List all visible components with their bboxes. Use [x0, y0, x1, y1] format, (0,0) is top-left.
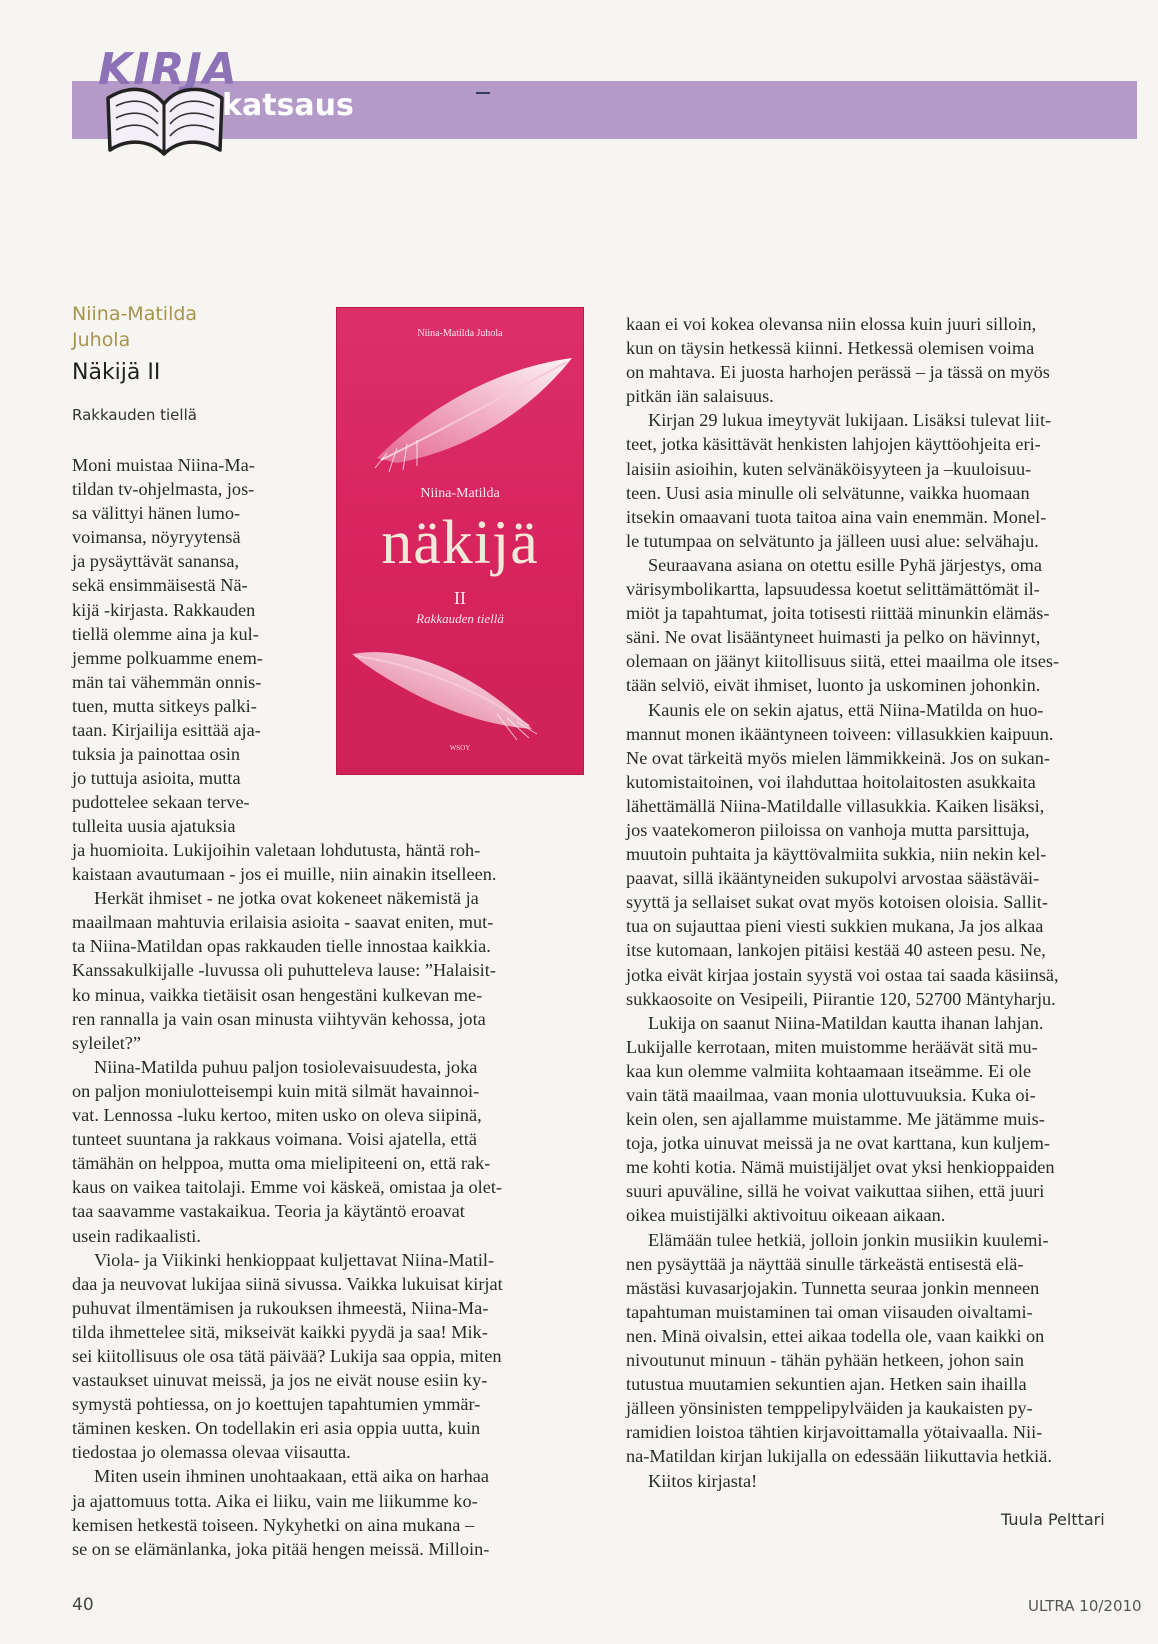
- text-line: Ne ovat tärkeitä myös mielen lämmikkeinä. Jos on sukan-: [626, 747, 1050, 768]
- column-1-wrap: [72, 453, 302, 839]
- text-line: ko minua, vaikka tietäisit osan hengestäni kulkevan me-: [72, 984, 483, 1005]
- text-line: nivoutunut minuun - tähän pyhään hetkeen, johon sain: [626, 1350, 1025, 1371]
- text-line: tiellä olemme aina ja kul-: [72, 623, 259, 644]
- text-line: ramidien loistoa tähtien kirjavoittamalla yötaivaalla. Nii-: [626, 1422, 1043, 1443]
- text-line: Elämään tulee hetkiä, jolloin jonkin musiikin kuulemi-: [648, 1229, 1049, 1250]
- text-line: itse kutomaan, lankojen pitäisi kestää 40 asteen pesu. Ne,: [626, 940, 1046, 961]
- feather-top-image: [367, 348, 577, 478]
- text-line: mannut monen ikääntyneen toiveen: villasukkien kaipuun.: [626, 723, 1054, 744]
- book-title: Näkijä II: [72, 360, 161, 385]
- text-line: vastaukset uinuvat meissä, ja jos ne eivät nouse esiin ky-: [72, 1370, 488, 1391]
- review-author-line2: Juhola: [72, 329, 131, 351]
- text-line: nen pysäyttää ja näyttää sinulle tärkeästä entisestä elä-: [626, 1253, 1024, 1274]
- print-mark: [476, 92, 490, 94]
- text-line: taa saavamme vastakaikua. Teoria ja käytäntö eroavat: [72, 1201, 465, 1222]
- text-line: me kohti kotia. Nämä muistijäljet ovat yksi henkioppaiden: [626, 1157, 1055, 1178]
- column-2-body: [626, 312, 1138, 1493]
- text-line: le tutumpaa on selvätunto ja jälleen uusi alue: selvähaju.: [626, 530, 1039, 551]
- text-line: Herkät ihmiset - ne jotka ovat kokeneet näkemistä ja: [94, 888, 479, 909]
- text-line: tämähän on helppoa, mutta oma mielipiteeni on, että rak-: [72, 1153, 491, 1174]
- text-line: tuksia ja painottaa osin: [72, 744, 241, 765]
- review-author: [72, 301, 262, 353]
- cover-volume: II: [454, 588, 466, 608]
- text-line: jemme polkuamme enem-: [72, 647, 263, 668]
- cover-publisher: WSOY: [449, 744, 471, 752]
- text-line: jos vaatekomeron piiloissa on vanhoja mutta parsittuja,: [626, 819, 1030, 840]
- review-author-line1: Niina-Matilda: [72, 303, 198, 325]
- text-line: värisymbolikartta, lapsuudessa koetut selittämättömät il-: [626, 579, 1040, 600]
- text-line: symystä pohtiessa, on jo koettujen tapahtumien ymmär-: [72, 1394, 481, 1415]
- text-line: Moni muistaa Niina-Ma-: [72, 455, 255, 475]
- cover-author-top: Niina-Matilda Juhola: [417, 328, 503, 339]
- text-line: tulleita uusia ajatuksia: [72, 816, 236, 837]
- text-line: Kirjan 29 lukua imeytyvät lukijaan. Lisäksi tulevat liit-: [648, 410, 1052, 431]
- text-line: tään selviö, eivät ihmiset, luonto ja uskominen johonkin.: [626, 675, 1041, 696]
- text-line: toja, jotka uinuvat meissä ja ne ovat karttana, kun kuljem-: [626, 1133, 1050, 1154]
- text-line: kaus on vaikea taitolaji. Emme voi käskeä, omistaa ja olet-: [72, 1177, 502, 1198]
- text-line: pudottelee sekaan terve-: [72, 792, 250, 813]
- section-subtitle-katsaus: katsaus: [222, 88, 354, 123]
- text-line: vain tätä maailmaa, vaan monia ulottuvuuksia. Kuka oi-: [626, 1085, 1036, 1105]
- text-line: ja ajattomuus totta. Aika ei liiku, vain me liikumme ko-: [72, 1490, 478, 1511]
- book-subtitle: Rakkauden tiellä: [72, 406, 197, 424]
- text-line: tildan tv-ohjelmasta, jos-: [72, 479, 255, 500]
- page-number: 40: [72, 1595, 94, 1615]
- text-line: laisiin asioihin, kuten selvänäköisyyteen ja –kuuloisuu-: [626, 458, 1032, 479]
- text-line: kein olen, sen ajallamme muistamme. Me jätämme muis-: [626, 1109, 1045, 1130]
- text-line: Kiitos kirjasta!: [648, 1470, 758, 1491]
- text-line: daa ja neuvovat lukijaa siinä sivussa. Vaikka lukuisat kirjat: [72, 1273, 503, 1294]
- text-line: mästäsi kuvasarjojakin. Tunnetta seuraa jonkin menneen: [626, 1277, 1040, 1298]
- text-line: tutustua muutamien sekuntien ajan. Hetken sain ihailla: [626, 1374, 1027, 1395]
- text-line: kutomistaitoinen, voi ilahduttaa hoitolaitosten asukkaita: [626, 771, 1036, 792]
- text-line: ja pysäyttävät sanansa,: [72, 551, 240, 572]
- text-line: oikea muistijälki aktivoituu oikeaan aikaan.: [626, 1205, 946, 1226]
- text-line: Lukijalle kerrotaan, miten muistomme heräävät sitä mu-: [626, 1036, 1038, 1057]
- text-line: kaan ei voi kokea olevansa niin elossa kuin juuri silloin,: [626, 314, 1037, 334]
- text-line: nen. Minä oivalsin, ettei aikaa todella ole, vaan kaikki on: [626, 1325, 1045, 1346]
- text-line: puhuvat ilmentämisen ja rukouksen ihmeestä, Niina-Ma-: [72, 1297, 489, 1318]
- text-line: miöt ja tapahtumat, joita totisesti riittää minunkin elämäs-: [626, 603, 1050, 624]
- open-book-icon: [100, 64, 230, 164]
- text-line: na-Matildan kirjan lukijalla on edessään liikuttavia hetkiä.: [626, 1446, 1052, 1467]
- section-title-kirja: KIRJA: [98, 44, 238, 95]
- reviewer-signature: Tuula Pelttari: [1001, 1510, 1105, 1529]
- text-line: Viola- ja Viikinki henkioppaat kuljettavat Niina-Matil-: [94, 1249, 495, 1270]
- text-line: Miten usein ihminen unohtaakaan, että aika on harhaa: [94, 1466, 489, 1487]
- text-line: tua on sujauttaa pieni viesti sukkien mukana, Ja jos alkaa: [626, 916, 1044, 937]
- text-line: itsekin omaavani tuota taitoa aina vain enemmän. Monel-: [626, 506, 1047, 527]
- text-line: tunteet suuntana ja rakkaus voimana. Voisi ajatella, että: [72, 1129, 477, 1150]
- text-line: kemisen hetkestä toiseen. Nykyhetki on aina mukana –: [72, 1514, 475, 1535]
- text-line: Niina-Matilda puhuu paljon tosiolevaisuudesta, joka: [94, 1056, 478, 1077]
- text-line: sekä ensimmäisestä Nä-: [72, 575, 248, 596]
- cover-title: näkijä: [381, 509, 539, 577]
- text-line: ta Niina-Matildan opas rakkauden tielle innostaa kaikkia.: [72, 936, 491, 957]
- text-line: usein radikaalisti.: [72, 1225, 201, 1246]
- text-line: Kanssakulkijalle -luvussa oli puhutteleva lause: ”Halaisit-: [72, 960, 496, 981]
- text-line: Lukija on saanut Niina-Matildan kautta ihanan lahjan.: [648, 1012, 1044, 1033]
- text-line: taan. Kirjailija esittää aja-: [72, 720, 261, 741]
- text-line: tuen, mutta sitkeys palki-: [72, 695, 257, 716]
- text-line: syyttä ja sellaiset sukat ovat myös kotoisen oloisia. Sallit-: [626, 892, 1048, 913]
- text-line: säni. Ne ovat lisääntyneet huimasti ja pelko on hävinnyt,: [626, 627, 1041, 648]
- text-line: sukkaosoite on Vesipeili, Piirantie 120, 52700 Mäntyharju.: [626, 988, 1056, 1009]
- text-line: tiedostaa jo olemassa olevaa viisautta.: [72, 1442, 351, 1463]
- text-line: on paljon moniulotteisempi kuin mitä silmät havainnoi-: [72, 1080, 480, 1101]
- text-line: voimansa, nöyryytensä: [72, 527, 241, 548]
- text-line: teet, jotka käsittävät henkisten lahjojen käyttöohjeita eri-: [626, 434, 1041, 455]
- text-line: ja huomioita. Lukijoihin valetaan lohdutusta, häntä roh-: [72, 840, 481, 860]
- text-line: syleilet?”: [72, 1032, 142, 1053]
- text-line: pitkän iän salaisuus.: [626, 386, 774, 407]
- text-line: tilda ihmettelee sitä, mikseivät kaikki pyydä ja saa! Mik-: [72, 1321, 488, 1342]
- column-1-body: [72, 838, 592, 1561]
- text-line: maailmaan mahtuvia erilaisia asioita - saavat eniten, mut-: [72, 912, 494, 933]
- cover-author-mid: Niina-Matilda: [420, 486, 500, 501]
- text-line: teen. Uusi asia minulle oli selvätunne, vaikka huomaan: [626, 482, 1030, 503]
- book-cover-image: [337, 308, 583, 774]
- text-line: sei kiitollisuus ole osa tätä päivää? Lukija saa oppia, miten: [72, 1345, 502, 1366]
- feather-bottom-image: [347, 634, 547, 744]
- text-line: se on se elämänlanka, joka pitää hengen meissä. Milloin-: [72, 1538, 490, 1559]
- text-line: lähettämällä Niina-Matildalle villasukkia. Kaiken lisäksi,: [626, 795, 1045, 816]
- text-line: on mahtava. Ei juosta harhojen perässä – ja tässä on myös: [626, 362, 1050, 383]
- text-line: muutoin puhtaita ja käyttövalmiita sukkia, niin nekin kel-: [626, 844, 1047, 865]
- text-line: Kaunis ele on sekin ajatus, että Niina-Matilda on huo-: [648, 699, 1044, 720]
- text-line: ren rannalla ja vain osan minusta viihtyvän kehossa, jota: [72, 1008, 486, 1029]
- magazine-issue: ULTRA 10/2010: [1028, 1597, 1142, 1615]
- text-line: Seuraavana asiana on otettu esille Pyhä järjestys, oma: [648, 554, 1042, 575]
- text-line: män tai vähemmän onnis-: [72, 671, 262, 692]
- text-line: täminen kesken. On todellakin eri asia oppia uutta, kuin: [72, 1418, 481, 1439]
- text-line: kaistaan avautumaan - jos ei muille, niin ainakin itselleen.: [72, 864, 497, 885]
- text-line: jo tuttuja asioita, mutta: [72, 768, 241, 789]
- text-line: suuri apuväline, sillä he voivat vaikuttaa siihen, että juuri: [626, 1181, 1045, 1202]
- text-line: jotka eivät kirjaa jostain syystä voi ostaa tai saada käsiinsä,: [626, 964, 1059, 985]
- text-line: kaa kun olemme valmiita kohtaamaan itseämme. Ei ole: [626, 1060, 1032, 1081]
- cover-subtitle: Rakkauden tiellä: [416, 611, 504, 626]
- text-line: sa välittyi hänen lumo-: [72, 503, 241, 524]
- text-line: olemaan on jäänyt kiitollisuus siitä, ettei maailma ole itses-: [626, 651, 1060, 672]
- text-line: vat. Lennossa -luku kertoo, miten usko on oleva siipinä,: [72, 1105, 482, 1126]
- text-line: kijä -kirjasta. Rakkauden: [72, 599, 256, 620]
- text-line: tapahtuman muistaminen tai oman viisauden oivaltami-: [626, 1301, 1033, 1322]
- text-line: paavat, sillä ikääntyneiden sukupolvi arvostaa säästäväi-: [626, 868, 1040, 889]
- text-line: kun on täysin hetkessä kiinni. Hetkessä olemisen voima: [626, 338, 1035, 359]
- text-line: jälleen yönsinisten temppelipylväiden ja kaukaisten py-: [626, 1398, 1033, 1419]
